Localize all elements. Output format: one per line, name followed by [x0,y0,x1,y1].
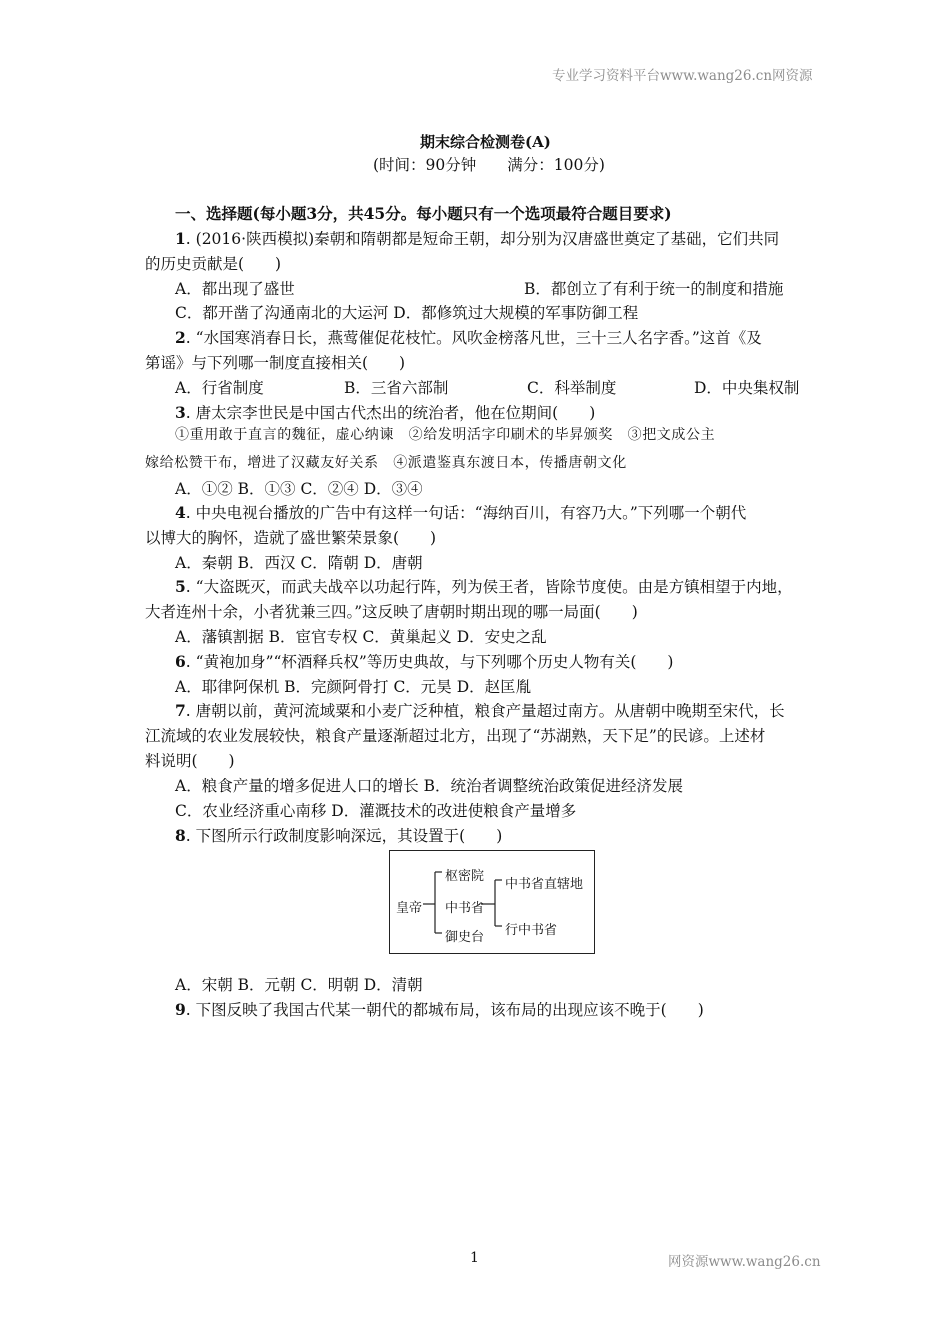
question-6-number: 6 [175,652,186,671]
question-6-stem-text: . “黄袍加身”“杯酒释兵权”等历史典故，与下列哪个历史人物有关( ) [185,653,674,671]
question-8-number: 8 [175,826,186,845]
question-2-stem-line2: 第谣》与下列哪一制度直接相关( ) [145,354,406,372]
diagram-emperor: 皇帝 [396,901,423,916]
question-6-stem [175,650,673,672]
question-5-choices: A．藩镇割据 B．宦官专权 C．黄巢起义 D．安史之乱 [175,628,547,646]
question-3-statements-line2: 嫁给松赞干布，增进了汉藏友好关系 ④派遣鉴真东渡日本，传播唐朝文化 [145,455,627,471]
administrative-structure-diagram [389,850,595,954]
footer-watermark: 网资源www.wang26.cn [668,1254,821,1270]
question-1-number: 1 [175,229,186,248]
question-8-choices: A．宋朝 B．元朝 C．明朝 D．清朝 [175,976,423,994]
question-9-stem [175,998,704,1020]
question-7-stem-line3: 料说明( ) [145,752,235,770]
question-1-stem-line2: 的历史贡献是( ) [145,255,282,273]
question-4-choices: A．秦朝 B．西汉 C．隋朝 D．唐朝 [175,554,423,572]
question-1-stem-line1: . (2016·陕西模拟)秦朝和隋朝都是短命王朝，却分别为汉唐盛世奠定了基础，它们共同 [185,230,780,248]
page-number: 1 [470,1250,479,1266]
question-3-number: 3 [175,403,186,422]
exam-info: (时间：90分钟 满分：100分) [373,156,605,174]
question-2-number: 2 [175,328,186,347]
question-5-stem [175,575,793,597]
question-5-number: 5 [175,577,186,596]
question-8-stem [175,824,502,846]
diagram-censorate: 御史台 [445,930,485,945]
question-4-stem [175,501,746,523]
header-watermark: 专业学习资料平台www.wang26.cn网资源 [552,68,813,84]
question-3-statements-line1: ①重用敢于直言的魏征，虚心纳谏 ②给发明活字印刷术的毕昇颁奖 ③把文成公主 [175,427,716,443]
diagram-branch-secretariat: 行中书省 [505,923,558,938]
question-9-number: 9 [175,1000,186,1019]
question-1-stem [175,227,779,249]
diagram-directly-governed: 中书省直辖地 [505,877,584,892]
question-1-options-cd: C．都开凿了沟通南北的大运河 D．都修筑过大规模的军事防御工程 [175,304,639,322]
diagram-privy-council: 枢密院 [445,869,485,884]
question-5-stem-line1: . “大盗既灭，而武夫战卒以功起行阵，列为侯王者，皆除节度使。由是方镇相望于内地， [185,578,793,596]
question-9-stem-text: . 下图反映了我国古代某一朝代的都城布局，该布局的出现应该不晚于( ) [185,1001,704,1019]
question-2-stem-line1: . “水国寒消春日长，燕莺催促花枝忙。风吹金榜落凡世，三十三人名字香。”这首《及 [185,329,762,347]
question-3-choices: A．①② B．①③ C．②④ D．③④ [175,480,423,498]
question-5-stem-line2: 大者连州十余，小者犹兼三四。”这反映了唐朝时期出现的哪一局面( ) [145,603,638,621]
question-4-stem-line2: 以博大的胸怀，造就了盛世繁荣景象( ) [145,529,437,547]
question-4-number: 4 [175,503,186,522]
question-3-stem [175,401,595,423]
question-2-option-a: A．行省制度 [175,379,264,397]
question-2-option-d: D．中央集权制 [694,379,800,397]
diagram-secretariat: 中书省 [445,901,485,916]
question-7-stem-line2: 江流域的农业发展较快，粮食产量逐渐超过北方，出现了“苏湖熟，天下足”的民谚。上述材 [145,727,766,745]
question-8-stem-text: . 下图所示行政制度影响深远，其设置于( ) [185,827,503,845]
question-7-number: 7 [175,701,186,720]
question-2-stem [175,326,762,348]
question-2-option-c: C．科举制度 [527,379,617,397]
question-7-stem-line1: . 唐朝以前，黄河流域粟和小麦广泛种植，粮食产量超过南方。从唐朝中晚期至宋代，长 [185,702,785,720]
question-6-choices: A．耶律阿保机 B．完颜阿骨打 C．元昊 D．赵匡胤 [175,678,532,696]
section-heading: 一、选择题(每小题3分，共45分。每小题只有一个选项最符合题目要求) [175,204,672,223]
question-1-option-a: A．都出现了盛世 [175,280,295,298]
question-4-stem-line1: . 中央电视台播放的广告中有这样一句话：“海纳百川，有容乃大。”下列哪一个朝代 [185,504,747,522]
question-2-option-b: B．三省六部制 [344,379,449,397]
page-title: 期末综合检测卷(A) [420,133,551,151]
question-7-stem [175,699,785,721]
question-1-option-b: B．都创立了有利于统一的制度和措施 [524,280,784,298]
question-3-stem-text: . 唐太宗李世民是中国古代杰出的统治者，他在位期间( ) [185,404,596,422]
question-7-options-ab: A．粮食产量的增多促进人口的增长 B．统治者调整统治政策促进经济发展 [175,777,684,795]
question-7-options-cd: C．农业经济重心南移 D．灌溉技术的改进使粮食产量增多 [175,802,577,820]
